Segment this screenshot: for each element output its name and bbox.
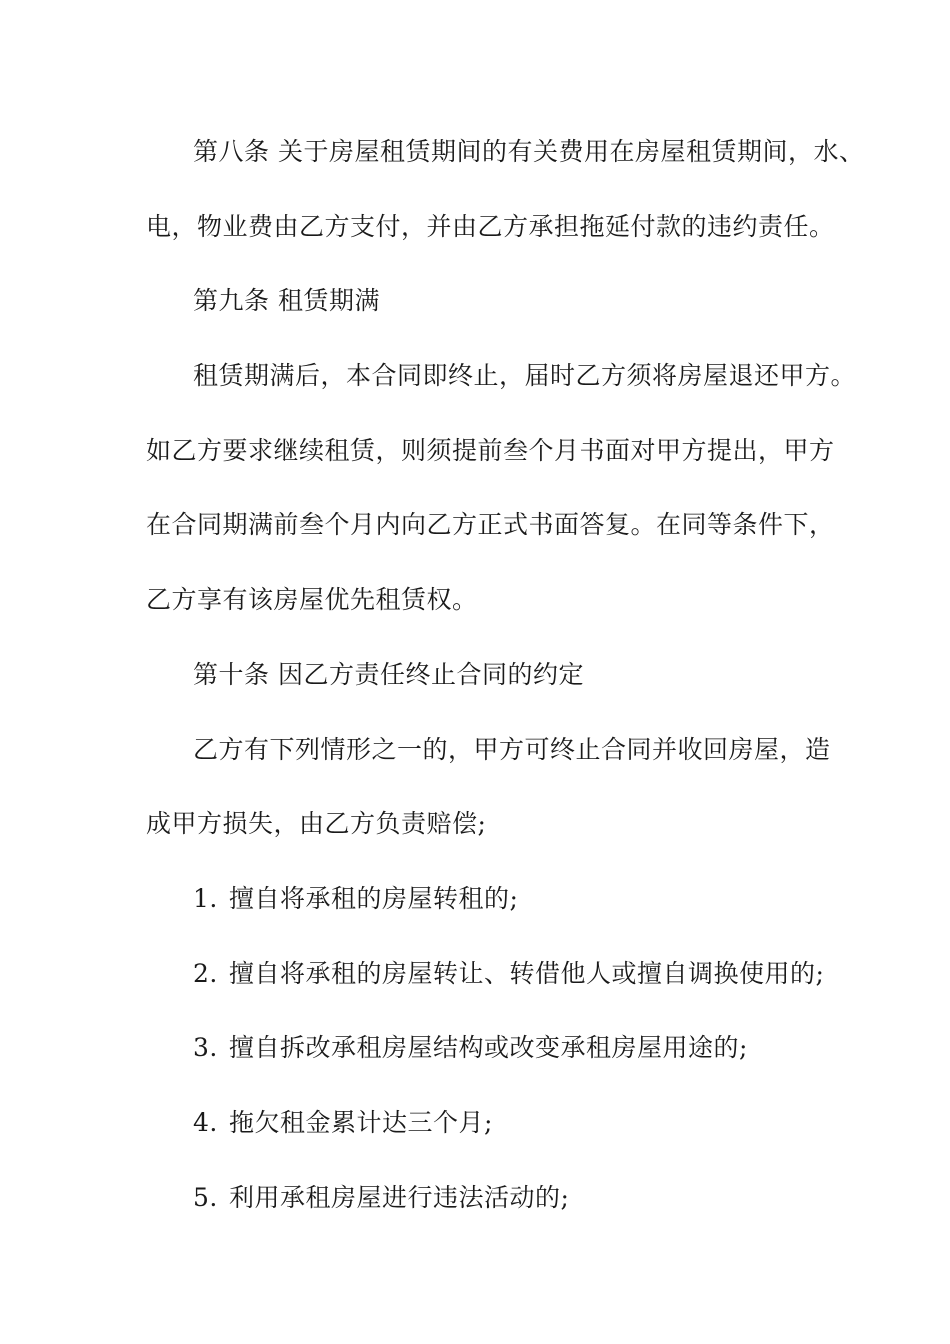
list-item-number: 3.	[193, 1033, 218, 1062]
article-9-para-line-4: 乙方享有该房屋优先租赁权。	[146, 585, 478, 614]
list-item-number: 2.	[193, 959, 218, 988]
list-item-number: 1.	[193, 884, 218, 913]
list-item-number: 4.	[193, 1108, 218, 1137]
article-10-heading: 第十条 因乙方责任终止合同的约定	[193, 660, 584, 689]
article-8-line-1: 第八条 关于房屋租赁期间的有关费用在房屋租赁期间，水、	[193, 137, 865, 166]
list-item-text: 利用承租房屋进行违法活动的;	[229, 1183, 570, 1212]
list-item-text: 擅自将承租的房屋转租的;	[229, 884, 519, 913]
article-9-para-line-3: 在合同期满前叁个月内向乙方正式书面答复。在同等条件下，	[146, 510, 835, 539]
list-item	[193, 1031, 883, 1065]
article-8-line-2: 电，物业费由乙方支付，并由乙方承担拖延付款的违约责任。	[146, 212, 835, 241]
article-9-para-line-2: 如乙方要求继续租赁，则须提前叁个月书面对甲方提出，甲方	[146, 436, 835, 465]
article-10-para-line-2: 成甲方损失，由乙方负责赔偿;	[146, 809, 487, 838]
list-item-text: 拖欠租金累计达三个月;	[229, 1108, 493, 1137]
article-9-para-line-1: 租赁期满后，本合同即终止，届时乙方须将房屋退还甲方。	[193, 361, 857, 390]
list-item	[193, 1106, 883, 1140]
article-10-para-line-1: 乙方有下列情形之一的，甲方可终止合同并收回房屋，造	[193, 735, 831, 764]
list-item	[193, 1181, 883, 1215]
list-item-text: 擅自将承租的房屋转让、转借他人或擅自调换使用的;	[229, 959, 825, 988]
list-item-number: 5.	[193, 1183, 218, 1212]
list-item	[193, 957, 883, 991]
list-item	[193, 882, 883, 916]
article-9-heading: 第九条 租赁期满	[193, 286, 380, 315]
list-item-text: 擅自拆改承租房屋结构或改变承租房屋用途的;	[229, 1033, 748, 1062]
